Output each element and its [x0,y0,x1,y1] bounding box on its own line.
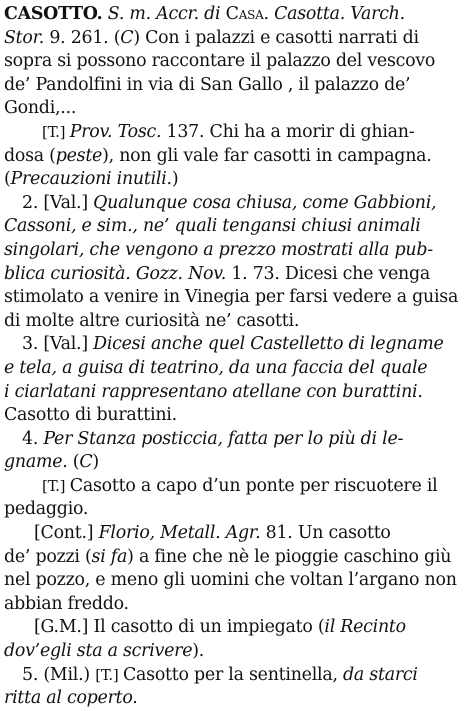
text-segment: [T.] [42,476,70,495]
text-segment: e tela, a guisa di teatrino, da una faccia del quale [4,357,428,378]
text-segment: Casa [225,4,264,24]
text-segment: Dicesi anche quel Castelletto di legname [93,334,444,355]
text-segment: ). [192,641,205,662]
text-line [4,475,471,499]
text-segment: 5. (Mil.) [22,664,96,685]
text-line [4,121,471,145]
text-segment: Casotto per la sentinella, [122,664,344,685]
text-segment: peste [55,145,103,166]
text-segment: stimolato a venire in Vinegia per farsi vedere a guisa [4,287,459,308]
text-segment: C [120,27,134,48]
text-line [4,687,471,711]
text-segment: ) [92,452,99,473]
text-segment: da starci [343,664,418,685]
text-segment: ) Con i palazzi e casotti narrati di [133,27,419,48]
text-segment: Stor. [4,27,45,48]
text-line [4,381,471,405]
text-segment: Casotta. Varch. [274,4,405,24]
text-segment: ( [67,452,80,473]
text-segment: [G.M.] Il casotto di un impiegato ( [34,617,325,638]
text-line [4,215,471,239]
text-segment: 137. Chi ha a morir di ghian- [161,121,415,142]
text-segment: 81. Un casotto [260,523,391,544]
text-segment: blica curiosità. Gozz. Nov. [4,263,227,284]
text-segment: ( [4,169,11,190]
text-line [4,97,471,121]
text-line [4,569,471,593]
text-line [4,404,471,428]
text-segment: [T.] [95,665,123,684]
text-line [4,310,471,334]
text-segment: nel pozzo, e meno gli uomini che voltan l’argano non [4,570,457,591]
text-line [4,498,471,522]
text-segment: pedaggio. [4,499,89,520]
text-segment: singolari, che vengono a prezzo mostrati alla pub- [4,239,433,260]
text-segment: Per Stanza posticcia, fatta per lo più di le- [43,428,404,449]
text-segment: dov’egli sta a scrivere [4,641,193,662]
text-line [4,593,471,617]
text-line [4,357,471,381]
text-segment: 1. 73. Dicesi che venga [226,263,431,284]
text-segment: Qualunque cosa chiusa, come Gabbioni, [93,192,437,213]
text-segment: C [79,452,93,473]
text-segment: ) a fine che nè le pioggie caschino giù [127,546,452,567]
text-segment: Casotto a capo d’un ponte per riscuotere il [69,475,438,496]
text-line [4,428,471,452]
text-segment: sopra si possono raccontare il palazzo del vescovo [4,51,436,72]
text-segment: Cassoni, e sim., ne’ quali tengansi chiusi animali [4,216,421,237]
text-segment: S. m. Accr. di [107,4,226,24]
text-line [4,3,471,27]
text-line [4,145,471,169]
text-line [4,616,471,640]
text-line [4,522,471,546]
text-line [4,286,471,310]
text-segment: . [263,4,275,24]
text-segment: 3. [Val.] [22,334,94,355]
text-segment: 2. [Val.] [22,192,94,213]
text-line [4,333,471,357]
text-line [4,50,471,74]
text-segment: CASOTTO. [4,4,103,24]
text-segment: de’ Pandolfini in via di San Gallo , il palazzo de’ [4,74,411,95]
text-segment: il Recinto [324,617,406,638]
text-line [4,546,471,570]
text-segment: i ciarlatani rappresentano atellane con burattini. [4,381,423,402]
text-segment: ) [171,169,179,190]
text-segment: ), non gli vale far casotti in campagna. [102,145,432,166]
text-segment: Gondi,... [4,98,77,119]
text-segment: [T.] [42,122,70,141]
text-segment: gname. [4,452,68,473]
text-line [4,239,471,263]
text-line [4,664,471,688]
text-segment: ritta al coperto. [4,688,138,709]
text-line [4,27,471,51]
text-segment: di molte altre curiosità ne’ casotti. [4,310,300,331]
text-segment: Casotto di burattini. [4,405,177,426]
text-segment: 4. [22,428,44,449]
text-segment: de’ pozzi ( [4,546,92,567]
text-segment: Florio, Metall. Agr. [98,523,261,544]
text-line [4,168,471,192]
text-segment: abbian freddo. [4,593,129,614]
text-segment: 9. 261. ( [44,27,121,48]
text-segment: si fa [91,546,128,567]
text-segment: Prov. Tosc. [69,121,162,142]
text-line [4,192,471,216]
text-segment: Precauzioni inutili. [10,169,172,190]
text-segment: dosa ( [4,145,56,166]
text-line [4,451,471,475]
text-line [4,74,471,98]
text-line [4,263,471,287]
text-segment: [Cont.] [34,523,99,544]
